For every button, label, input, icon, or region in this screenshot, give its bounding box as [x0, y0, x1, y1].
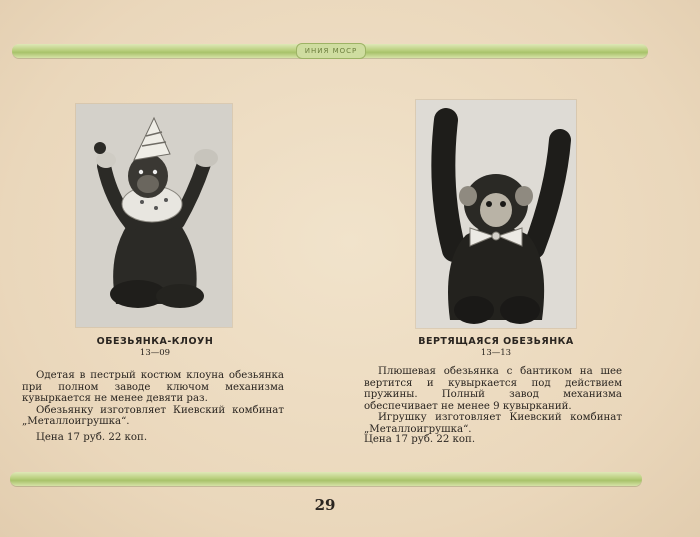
spinning-monkey-paragraph-2: Игрушку изготовляет Киевский комбинат „Металлоигрушка“. — [364, 412, 622, 435]
band-label: ИНИЯ МОСР — [296, 43, 366, 59]
page-number: 29 — [314, 496, 336, 514]
spinning-monkey-description — [364, 366, 622, 436]
spinning-monkey-code: 13—13 — [480, 348, 512, 358]
spinning-monkey-price: Цена 17 руб. 22 коп. — [364, 434, 476, 445]
spinning-monkey-image — [416, 100, 576, 328]
spinning-monkey-title: ВЕРТЯЩАЯСЯ ОБЕЗЬЯНКА — [418, 336, 574, 347]
clown-monkey-description — [22, 370, 284, 428]
clown-monkey-paragraph-1: Одетая в пестрый костюм клоуна обезьянка при полном заводе ключом механизма кувыркается не менее девяти раз. — [22, 370, 284, 405]
spinning-monkey-photo — [416, 100, 576, 328]
bottom-decorative-band — [10, 472, 642, 486]
spinning-monkey-paragraph-1: Плюшевая обезьянка с бантиком на шее вертится и кувыркается под действием пружины. Полный завод механизма обеспечивает не менее 9 кувырканий. — [364, 366, 622, 412]
clown-monkey-code: 13—09 — [139, 348, 171, 358]
clown-monkey-price: Цена 17 руб. 22 коп. — [36, 432, 148, 443]
clown-monkey-image — [76, 104, 232, 327]
clown-monkey-paragraph-2: Обезьянку изготовляет Киевский комбинат „Металлоигрушка“. — [22, 404, 284, 428]
clown-monkey-title: ОБЕЗЬЯНКА-КЛОУН — [96, 336, 214, 347]
clown-monkey-photo — [76, 104, 232, 327]
